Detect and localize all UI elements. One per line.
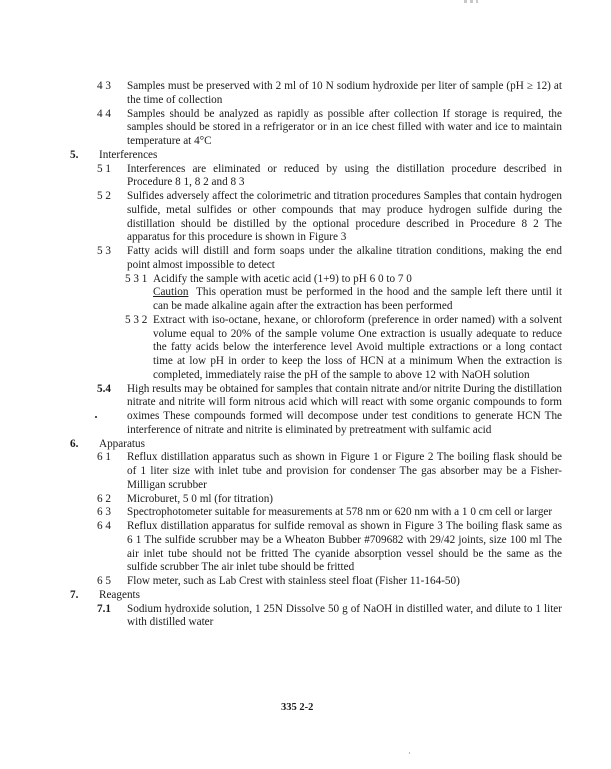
item-number: 4 3 — [97, 80, 111, 92]
section-number: 7. — [70, 588, 79, 601]
item-5-4 — [0, 383, 611, 438]
item-number: 6 5 — [97, 575, 111, 587]
item-text: Samples must be preserved with 2 ml of 10 N sodium hydroxide per liter of sample (pH ≥ 12) at the time of collection — [127, 80, 562, 106]
item-number: 5 3 2 — [125, 313, 148, 326]
item-5-2 — [0, 190, 611, 245]
caution-text: This operation must be performed in the hood and the sample left there until it can be made alkaline again after the extraction has been performed — [153, 286, 562, 312]
item-number: 5.4 — [97, 382, 111, 395]
document-body — [0, 80, 611, 630]
section-5-heading — [0, 149, 611, 163]
scan-speck — [409, 752, 410, 754]
page-number: 335 2-2 — [281, 702, 314, 713]
item-number: 4 4 — [97, 107, 111, 120]
section-title: Apparatus — [99, 437, 145, 450]
item-6-1 — [0, 451, 611, 492]
section-title: Interferences — [99, 148, 158, 161]
item-text: Reflux distillation apparatus such as shown in Figure 1 or Figure 2 The boiling flask should be of 1 liter size with inlet tube and provision for condenser The gas absorber may be a Fisher-Milligan scrubber — [127, 451, 562, 491]
item-text: Sodium hydroxide solution, 1 25N Dissolve 50 g of NaOH in distilled water, and dilute to 1 liter with distilled water — [127, 602, 562, 629]
item-number: 5 2 — [97, 190, 111, 202]
item-6-3 — [0, 506, 611, 520]
item-5-3-2 — [0, 314, 611, 383]
scan-speck — [95, 416, 97, 418]
item-number: 6 3 — [97, 506, 111, 519]
item-4-4 — [0, 108, 611, 149]
item-7-1 — [0, 603, 611, 631]
item-number: 5 1 — [97, 162, 111, 175]
item-number: 5 3 1 — [125, 272, 148, 285]
section-7-heading — [0, 589, 611, 603]
item-6-5 — [0, 575, 611, 589]
item-text: Sulfides adversely affect the colorimetric and titration procedures Samples that contain hydrogen sulfide, metal sulfides or other compounds that may produce hydrogen sulfide during the distillation should be distilled by the optional procedure described in Procedure 8 2 The apparatus for this procedure is shown in Figure 3 — [127, 190, 562, 244]
section-title: Reagents — [99, 588, 141, 601]
item-text: Reflux distillation apparatus for sulfide removal as shown in Figure 3 The boiling flask same as 6 1 The sulfide scrubber may be a Wheaton Bubber #709682 with 29/42 joints, size 100 ml The air inlet tube should not be fritted The cyanide absorption vessel should be the same as the sulfide scrubber The air inlet tube should be fritted — [127, 520, 562, 574]
item-number: 5 3 — [97, 245, 111, 257]
item-text: Samples should be analyzed as rapidly as possible after collection If storage is required, the samples should be stored in a refrigerator or in an ice chest filled with water and ice to maintain temperature at 4°C — [127, 107, 562, 147]
item-text: Extract with iso-octane, hexane, or chloroform (preference in order named) with a solvent volume equal to 20% of the sample volume One extraction is usually adequate to reduce the fatty acids below the interference level Avoid multiple extractions or a long contact time at low pH in order to keep the loss of HCN at a minimum When the extraction is completed, immediately raise the pH of the sample to above 12 with NaOH solution — [153, 313, 562, 381]
item-number: 7.1 — [97, 602, 111, 615]
scan-mark — [464, 0, 478, 3]
section-number: 6. — [70, 437, 79, 450]
item-4-3 — [0, 80, 611, 108]
item-5-1 — [0, 163, 611, 191]
item-6-4 — [0, 520, 611, 575]
item-text: High results may be obtained for samples that contain nitrate and/or nitrite During the distillation nitrate and nitrite will form nitrous acid which will react with some organic compounds to form oximes These compounds formed will decompose under test conditions to generate HCN The interference of nitrate and nitrite is eliminated by pretreatment with sulfamic acid — [127, 382, 562, 436]
item-text: Fatty acids will distill and form soaps under the alkaline titration conditions, making the end point almost impossible to detect — [127, 245, 562, 271]
item-text: Spectrophotometer suitable for measurements at 578 nm or 620 nm with a 1 0 cm cell or larger — [127, 506, 553, 519]
item-text: Flow meter, such as Lab Crest with stainless steel float (Fisher 11-164-50) — [127, 575, 460, 587]
item-5-3-1 — [0, 273, 611, 287]
section-number: 5. — [70, 148, 79, 161]
item-text: Microburet, 5 0 ml (for titration) — [127, 492, 274, 505]
item-5-3 — [0, 245, 611, 273]
item-number: 6 2 — [97, 492, 111, 505]
item-6-2 — [0, 493, 611, 507]
item-number: 6 4 — [97, 520, 111, 532]
section-6-heading — [0, 438, 611, 452]
item-text: Interferences are eliminated or reduced by using the distillation procedure described in Procedure 8 1, 8 2 and 8 3 — [127, 162, 562, 189]
item-number: 6 1 — [97, 451, 111, 464]
item-text: Acidify the sample with acetic acid (1+9) to pH 6 0 to 7 0 — [153, 272, 412, 285]
caution-note — [0, 286, 611, 314]
caution-label: Caution — [153, 286, 189, 299]
